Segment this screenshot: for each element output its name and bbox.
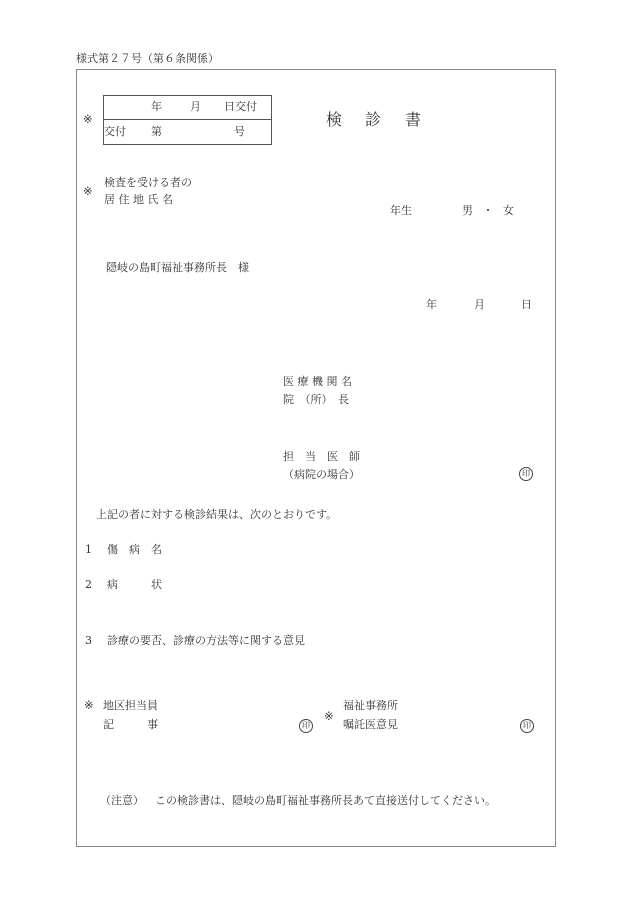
doctor-seal-icon: 印: [519, 467, 533, 481]
birth-year-label: 年生: [390, 204, 412, 217]
issue-note-mark: ※: [83, 112, 93, 126]
title-char-3: 書: [405, 110, 422, 129]
institution-name-label: 医 療 機 関 名: [283, 375, 352, 388]
district-note-mark: ※: [84, 698, 94, 712]
item-2-number: 2: [85, 578, 92, 591]
issue-month-label: 月: [190, 100, 201, 113]
addressee: 隠岐の島町福祉事務所長 様: [106, 261, 249, 274]
form-number: 様式第２７号（第６条関係）: [76, 52, 219, 65]
issue-day-label: 日交付: [224, 100, 257, 113]
item-2-label: 病 状: [107, 578, 162, 591]
date-month-label: 月: [474, 298, 485, 311]
welfare-office-label: 福祉事務所: [343, 699, 398, 712]
district-officer-label: 地区担当員: [103, 699, 158, 712]
district-seal-icon: 印: [299, 719, 313, 733]
doctor-label: 担 当 医 師: [283, 450, 360, 463]
title-char-2: 診: [365, 110, 382, 129]
issue-issued-label: 交付: [104, 125, 126, 138]
welfare-note-mark: ※: [324, 709, 334, 723]
consultant-opinion-label: 嘱託医意見: [343, 718, 398, 731]
date-year-label: 年: [426, 298, 437, 311]
item-1-number: 1: [85, 543, 92, 556]
director-label: 院 （所） 長: [283, 393, 349, 406]
patient-label-line2: 居 住 地 氏 名: [104, 193, 173, 206]
issue-dai-label: 第: [151, 125, 162, 138]
intro-text: 上記の者に対する検診結果は、次のとおりです。: [96, 508, 338, 521]
consultant-seal-icon: 印: [520, 719, 534, 733]
date-day-label: 日: [521, 298, 532, 311]
issue-year-label: 年: [151, 100, 162, 113]
patient-note-mark: ※: [83, 184, 93, 198]
district-record-label: 記 事: [103, 718, 158, 731]
item-3-label: 診療の要否、診療の方法等に関する意見: [107, 634, 305, 647]
doctor-note: （病院の場合）: [283, 468, 360, 481]
item-3-number: 3: [85, 634, 92, 647]
title-char-1: 検: [326, 110, 343, 129]
issue-go-label: 号: [234, 125, 245, 138]
sex-options: 男 ・ 女: [462, 204, 514, 217]
note-text: この検診書は、隠岐の島町福祉事務所長あて直接送付してください。: [155, 794, 496, 807]
note-label: （注意）: [100, 794, 144, 807]
item-1-label: 傷 病 名: [107, 543, 162, 556]
patient-label-line1: 検査を受ける者の: [104, 176, 192, 189]
